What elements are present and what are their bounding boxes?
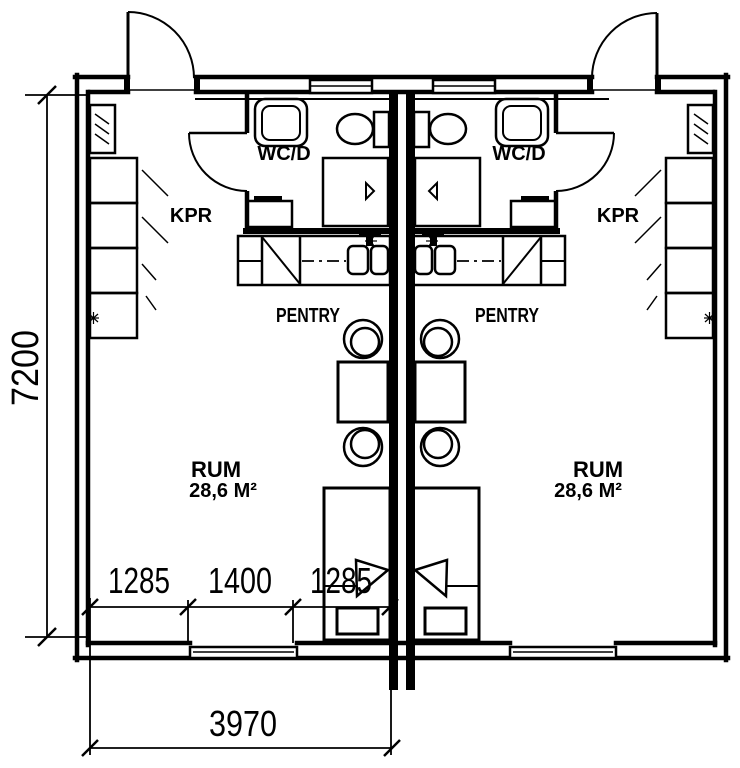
wardrobes-right — [635, 105, 715, 338]
window-top-right — [433, 80, 495, 93]
toilet-tank — [414, 112, 429, 147]
wardrobe — [666, 248, 713, 293]
window-bottom-right — [510, 647, 616, 658]
window-bottom-left — [190, 647, 297, 658]
window-top-left — [310, 80, 372, 93]
sink — [415, 246, 432, 274]
room-label-rum-left: RUM — [190, 457, 242, 482]
washer — [247, 201, 292, 227]
sink — [348, 246, 368, 274]
bed-right — [413, 488, 479, 640]
party-wall — [389, 90, 415, 690]
room-label-rum-right: RUM — [572, 457, 624, 482]
shower — [415, 158, 480, 226]
dim-segment-2: 1400 — [208, 560, 272, 601]
wc-fixtures-left — [247, 99, 389, 233]
room-area-right: 28,6 M² — [554, 480, 622, 502]
blanket-fold — [415, 560, 447, 596]
wc-fixtures-right — [414, 99, 556, 233]
dim-segment-1: 1285 — [108, 560, 170, 601]
toilet — [430, 114, 466, 144]
room-area-left: 28,6 M² — [189, 480, 257, 502]
chair — [344, 428, 382, 466]
table — [415, 362, 465, 422]
wardrobe — [90, 203, 137, 248]
dim-bottom-total: 3970 — [209, 703, 277, 744]
kitchen-counter-right — [413, 229, 565, 285]
wardrobe — [90, 248, 137, 293]
kitchen-counter-left — [238, 229, 390, 285]
wardrobes-left — [88, 105, 168, 338]
exterior-walls — [75, 75, 728, 660]
chair — [421, 320, 459, 358]
wardrobe — [90, 158, 137, 203]
dining-right — [415, 320, 465, 466]
room-label-kpr-left: KPR — [169, 205, 213, 227]
dim-total-height: 7200 — [5, 321, 47, 406]
washer — [511, 201, 556, 227]
entry-door-left — [128, 12, 194, 78]
sink — [371, 246, 388, 274]
pillow — [425, 608, 466, 634]
entry-door-right — [592, 13, 657, 78]
room-label-kpr-right: KPR — [596, 205, 640, 227]
wardrobe — [666, 203, 713, 248]
pillow — [337, 608, 378, 634]
sink — [435, 246, 455, 274]
shower — [323, 158, 388, 226]
toilet — [337, 114, 373, 144]
dining-left — [338, 320, 388, 466]
marker-asterisk — [704, 312, 715, 324]
room-label-wc-right: WC/D — [492, 143, 546, 165]
room-label-pentry-left: PENTRY — [276, 305, 341, 327]
chair — [421, 428, 459, 466]
room-label-pentry-right: PENTRY — [475, 305, 540, 327]
chair — [344, 320, 382, 358]
wardrobe — [666, 158, 713, 203]
marker-asterisk — [88, 312, 99, 324]
table — [338, 362, 388, 422]
room-label-wc-left: WC/D — [257, 143, 311, 165]
dim-segment-3: 1285 — [310, 560, 372, 601]
toilet-tank — [374, 112, 389, 147]
